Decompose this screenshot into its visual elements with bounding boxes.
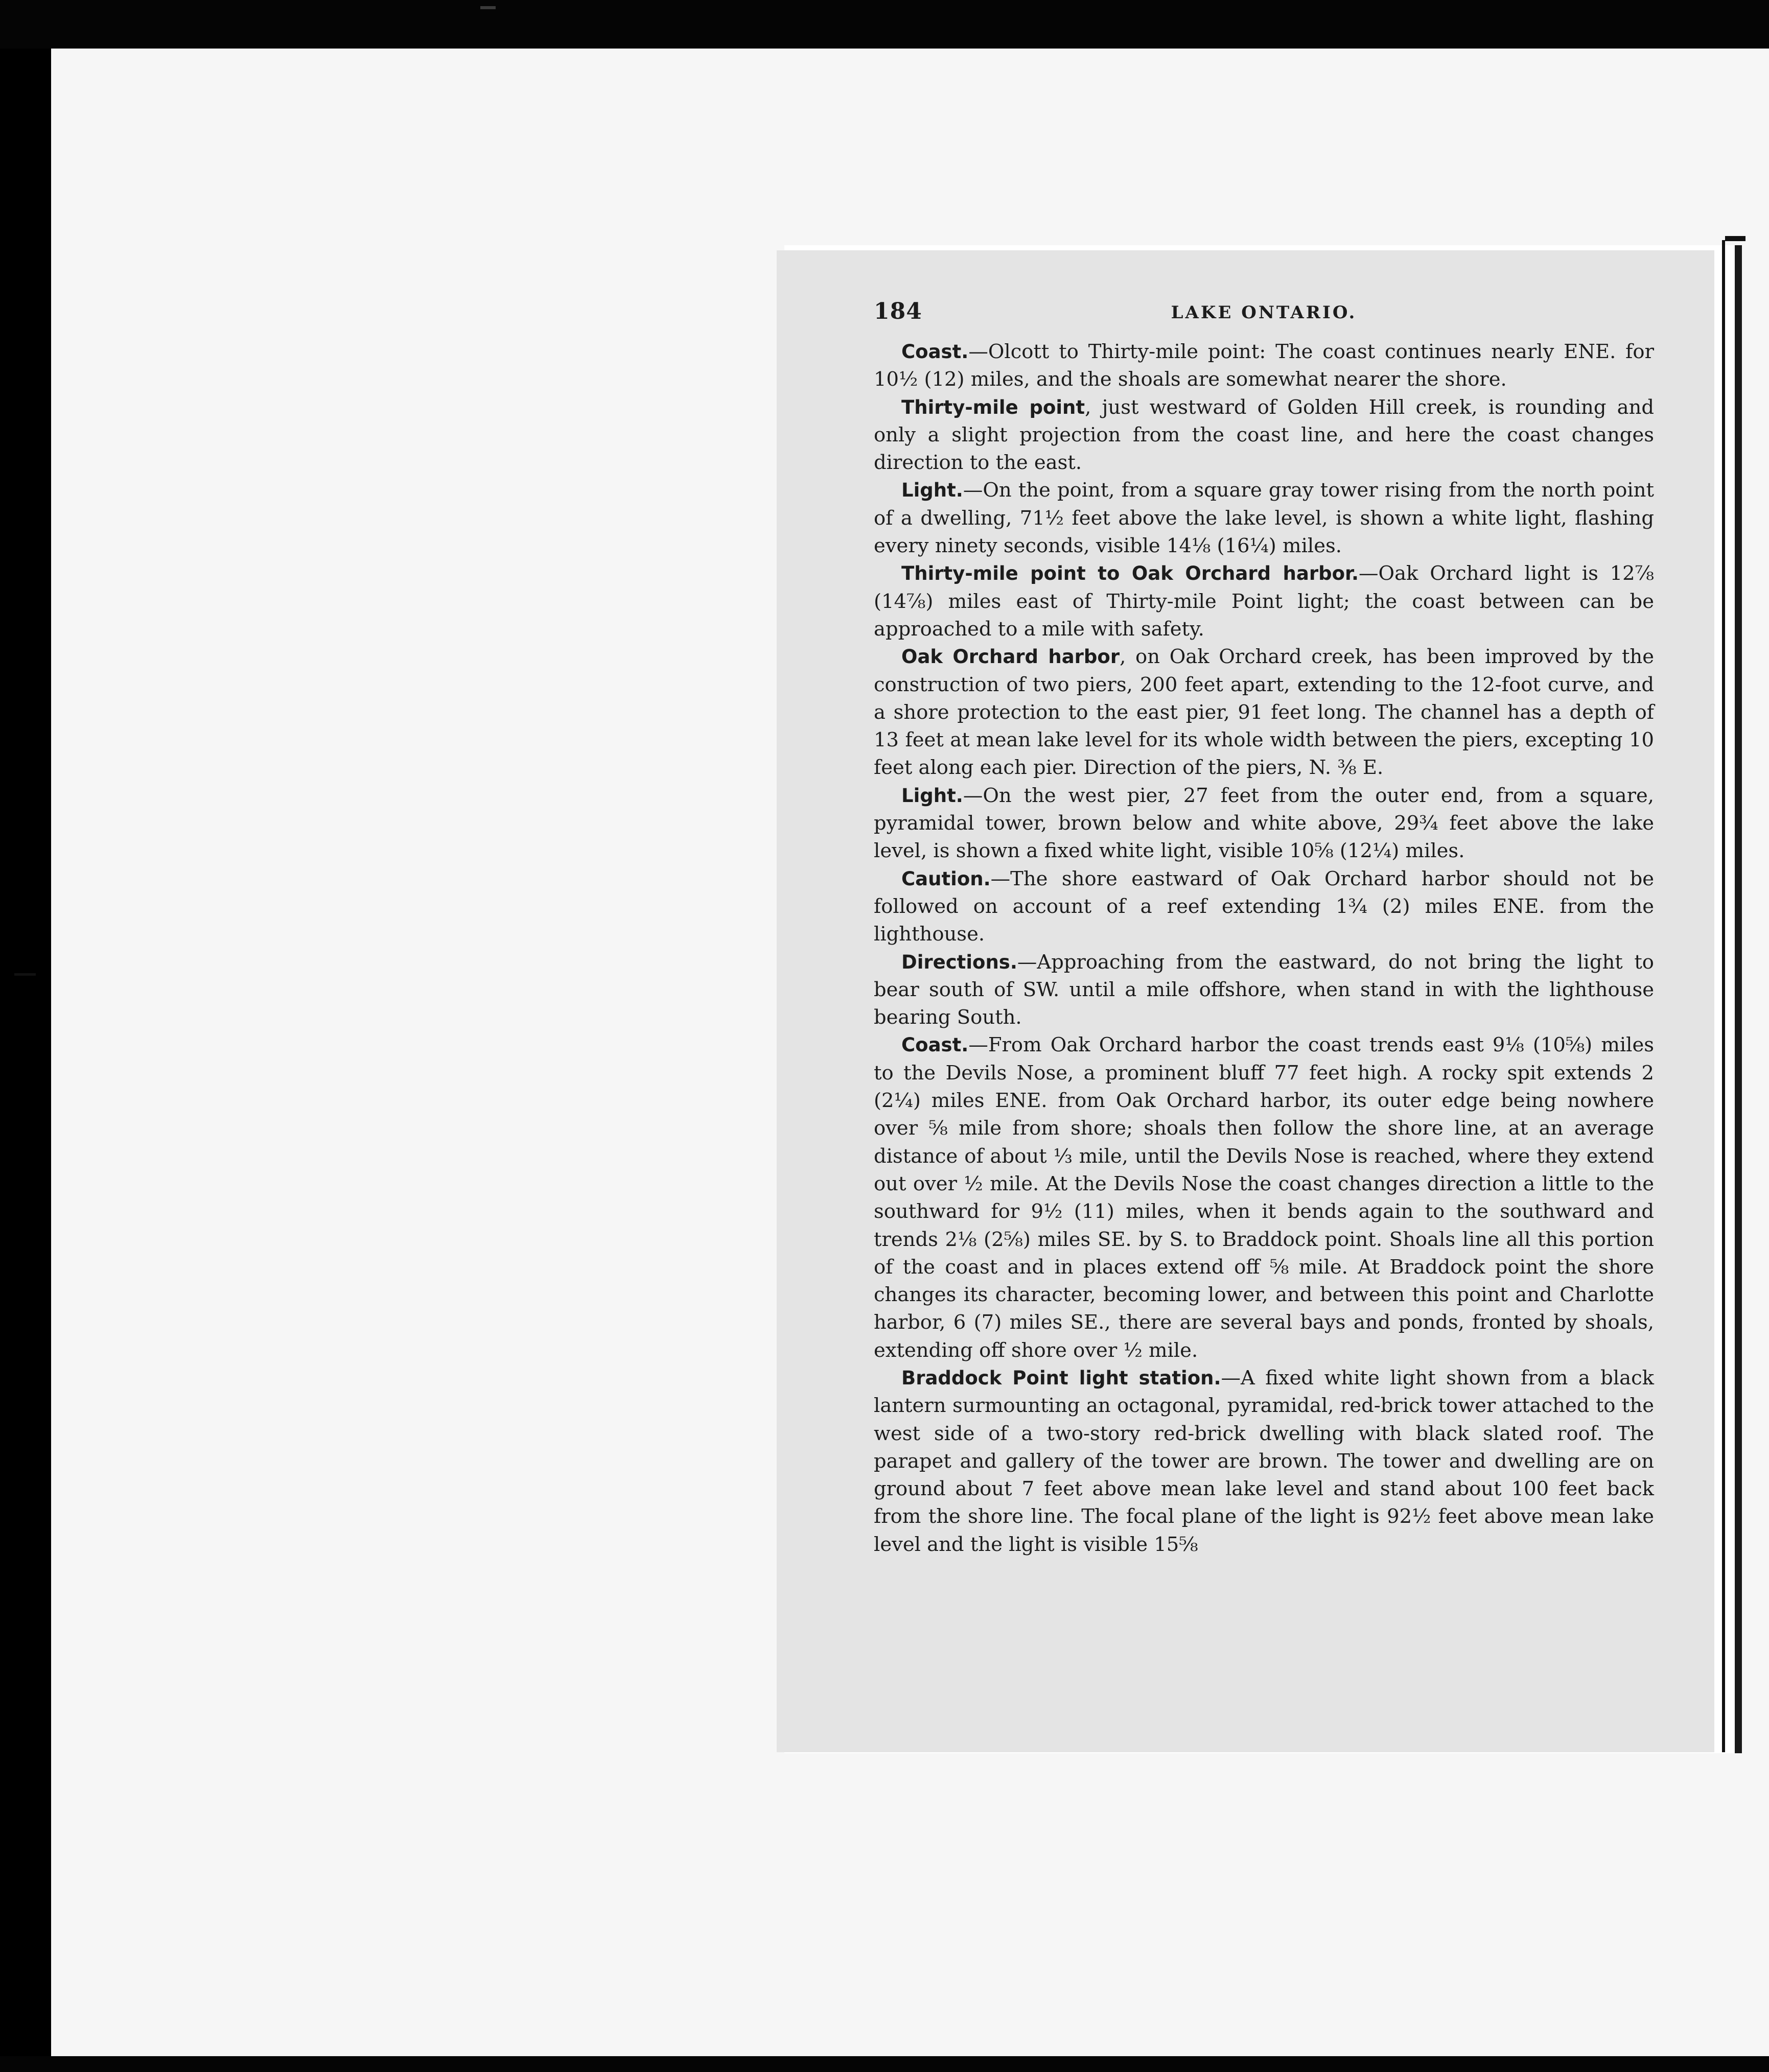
paragraph-text: , on Oak Orchard creek, has been improved by the construction of two piers, 200 feet apart, extending to the 12-foot curve, and a shore protection to the east pier, 91 feet long. The channel has a depth of 13 feet at mean lake level for its whole width between the piers, excepting 10 feet along each pier. Direction of the piers, N. ⅜ E. (874, 645, 1654, 780)
paragraph-text: —The shore eastward of Oak Orchard harbor should not be followed on account of a reef extending 1¾ (2) miles ENE. from the lighthouse. (874, 867, 1654, 946)
paragraph-heading: Thirty-mile point (901, 396, 1085, 418)
paragraph-light-oak-orchard (874, 782, 1654, 865)
paragraph-text: , just westward of Golden Hill creek, is rounding and only a slight projection from the coast line, and here the coast changes direction to the east. (874, 395, 1655, 475)
paragraph-heading: Caution. (901, 867, 991, 890)
page-header (874, 298, 1654, 334)
paragraph-text: —On the point, from a square gray tower rising from the north point of a dwelling, 71½ feet above the lake level, is shown a white light, flashing every ninety seconds, visible 14⅛ (16¼) miles. (874, 479, 1654, 558)
page-edge-corner (1725, 236, 1745, 241)
paragraph-text: —Oak Orchard light is 12⅞ (14⅞) miles east of Thirty-mile Point light; the coast between can be approached to a mile with safety. (874, 562, 1654, 641)
paragraph-text: —Approaching from the eastward, do not bring the light to bear south of SW. until a mile offshore, when stand in with the lighthouse bearing South. (874, 950, 1654, 1029)
paragraph-heading: Braddock Point light station. (901, 1367, 1221, 1389)
scan-mark-left (14, 973, 36, 976)
page-number: 184 (874, 298, 922, 324)
paragraph-thirty-mile-point (874, 394, 1654, 477)
paragraph-light-thirty-mile (874, 477, 1654, 560)
paragraph-oak-orchard-harbor (874, 643, 1654, 782)
paragraph-braddock-point-light (874, 1364, 1654, 1559)
paragraph-heading: Oak Orchard harbor (901, 646, 1120, 668)
paragraph-heading: Coast. (901, 1034, 969, 1056)
paragraph-text: —From Oak Orchard harbor the coast trends east 9⅛ (10⅝) miles to the Devils Nose, a prominent bluff 77 feet high. A rocky spit extends 2 (2¼) miles ENE. from Oak Orchard harbor, its outer edge being nowhere over ⅝ mile from shore; shoals then follow the shore line, at an average distance of about ⅓ mile, until the Devils Nose is reached, where they extend out over ½ mile. At the Devils Nose the coast changes direction a little to the southward for 9½ (11) miles, when it bends again to the southward and trends 2⅛ (2⅝) miles SE. by S. to Braddock point. Shoals line all this portion of the coast and in places extend off ⅝ mile. At Braddock point the shore changes its character, becoming lower, and between this point and Charlotte harbor, 6 (7) miles SE., there are several bays and ponds, fronted by shoals, extending off shore over ½ mile. (874, 1033, 1654, 1362)
film-border-bottom (0, 2056, 1769, 2072)
paragraph-thirty-mile-to-oak-orchard (874, 560, 1654, 643)
paragraph-directions (874, 949, 1654, 1032)
paragraph-heading: Thirty-mile point to Oak Orchard harbor. (901, 562, 1359, 585)
scan-mark-top (480, 6, 496, 9)
paragraph-text: —A fixed white light shown from a black lantern surmounting an octagonal, pyramidal, red-brick tower attached to the west side of a two-story red-brick dwelling with black slated roof. The parapet and gallery of the tower are brown. The tower and dwelling are on ground about 7 feet above mean lake level and stand about 100 feet back from the shore line. The focal plane of the light is 92½ feet above mean lake level and the light is visible 15⅝ (874, 1366, 1654, 1556)
paragraph-heading: Coast. (901, 341, 969, 363)
book-page (777, 250, 1714, 1752)
paragraph-caution (874, 865, 1654, 949)
running-title: LAKE ONTARIO. (1171, 302, 1357, 323)
paragraph-coast-oak-orchard (874, 1031, 1654, 1364)
paragraph-heading: Directions. (901, 951, 1017, 973)
paragraph-text: —On the west pier, 27 feet from the outer end, from a square, pyramidal tower, brown below and white above, 29¾ feet above the lake level, is shown a fixed white light, visible 10⅝ (12¼) miles. (874, 784, 1654, 863)
paragraph-coast-olcott (874, 338, 1654, 394)
paragraph-heading: Light. (901, 784, 963, 807)
page-edge (1722, 240, 1725, 1752)
paragraph-text: —Olcott to Thirty-mile point: The coast continues nearly ENE. for 10½ (12) miles, and the shoals are somewhat nearer the shore. (874, 340, 1654, 391)
page-body (874, 338, 1654, 1559)
film-border-top (0, 0, 1769, 49)
paragraph-heading: Light. (901, 479, 963, 502)
